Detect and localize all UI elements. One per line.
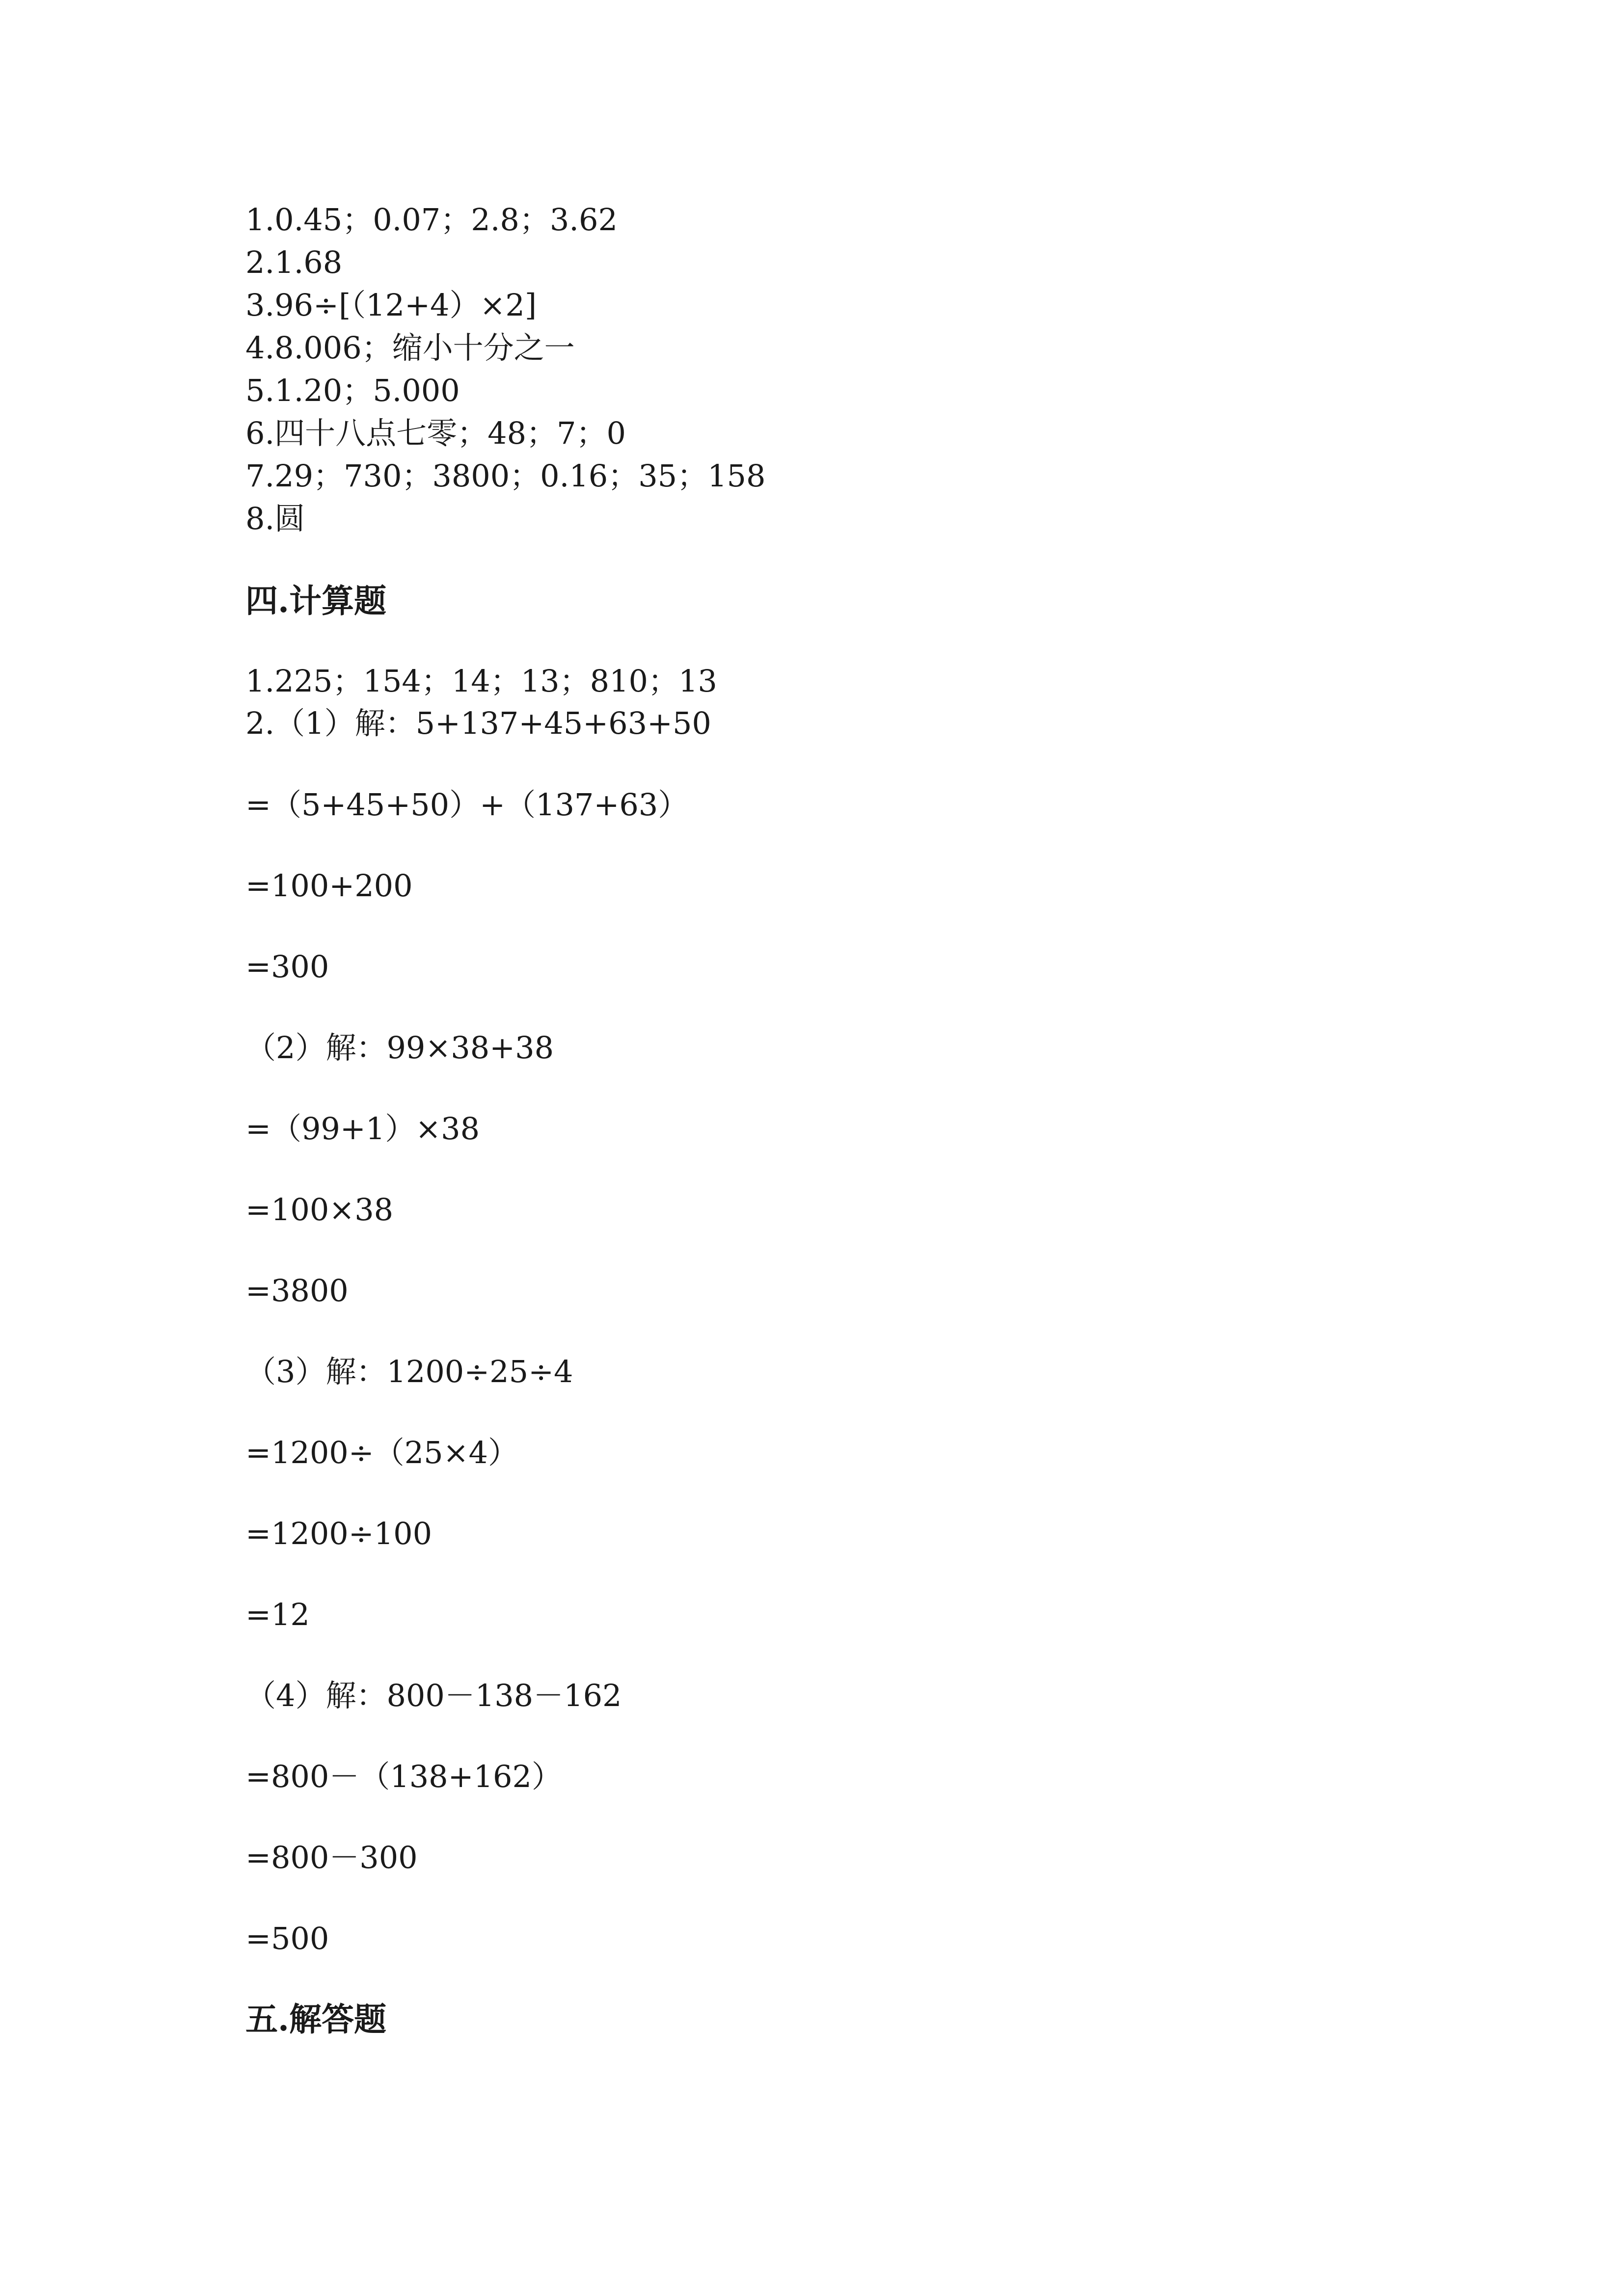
calc-line-7: =（99+1）×38 [245, 1111, 480, 1147]
answer-line-3-3: 3.96÷[（12+4）×2] [245, 287, 537, 323]
calc-line-2: 2.（1）解：5+137+45+63+50 [245, 705, 711, 741]
answer-line-3-7: 7.29；730；3800；0.16；35；158 [245, 458, 766, 494]
calc-line-10: （3）解：1200÷25÷4 [245, 1354, 573, 1389]
calc-line-4: =100+200 [245, 868, 413, 904]
calc-line-12: =1200÷100 [245, 1516, 433, 1551]
calc-line-17: =500 [245, 1921, 329, 1956]
answer-line-3-5: 5.1.20；5.000 [245, 373, 460, 408]
answer-line-3-6: 6.四十八点七零；48；7；0 [245, 415, 626, 451]
calc-line-6: （2）解：99×38+38 [245, 1030, 554, 1066]
calc-line-16: =800－300 [245, 1840, 418, 1875]
calc-line-8: =100×38 [245, 1192, 394, 1228]
answer-line-3-4: 4.8.006；缩小十分之一 [245, 330, 575, 366]
calc-line-14: （4）解：800－138－162 [245, 1678, 622, 1713]
calc-line-15: =800－（138+162） [245, 1759, 562, 1794]
answer-line-3-8: 8.圆 [245, 501, 305, 536]
section-heading-answers: 五.解答题 [245, 2000, 386, 2038]
calc-line-1: 1.225；154；14；13；810；13 [245, 663, 717, 699]
section-heading-calculation: 四.计算题 [245, 582, 386, 620]
calc-line-11: =1200÷（25×4） [245, 1435, 518, 1470]
calc-line-9: =3800 [245, 1273, 349, 1308]
answer-line-3-2: 2.1.68 [245, 244, 343, 280]
calc-line-13: =12 [245, 1597, 310, 1632]
calc-line-5: =300 [245, 949, 329, 985]
calc-line-3: =（5+45+50）+（137+63） [245, 787, 689, 823]
answer-line-3-1: 1.0.45；0.07；2.8；3.62 [245, 202, 618, 238]
